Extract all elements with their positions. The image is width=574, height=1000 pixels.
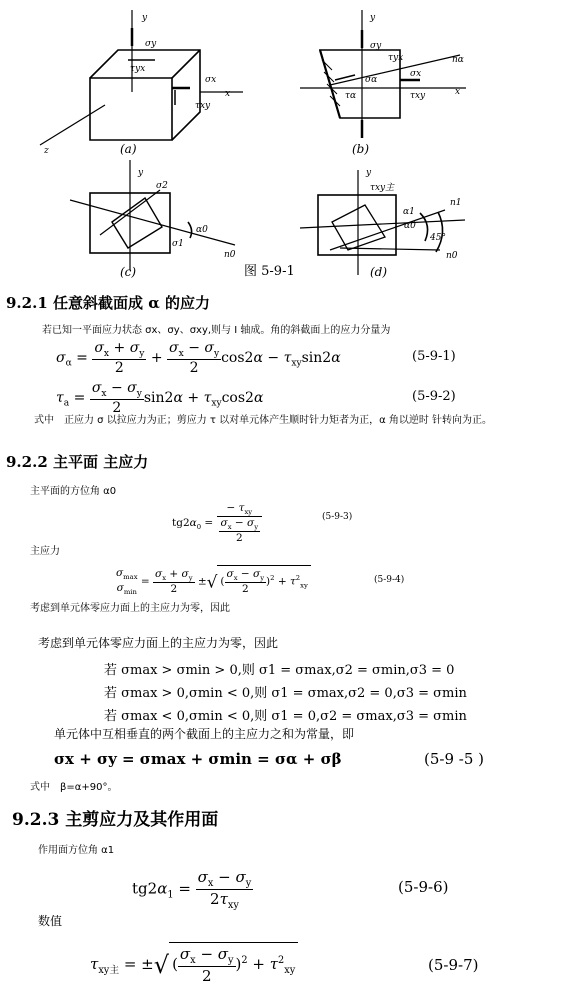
fig-c-sigma2: σ2 xyxy=(156,181,168,191)
figure-b-element xyxy=(300,10,466,138)
fig-b-tau-yx: τyx xyxy=(388,53,404,63)
fig-a-sigma-y: σy xyxy=(145,39,157,49)
fig-label-c: (c) xyxy=(120,265,137,279)
fig-a-x-label: x xyxy=(225,89,231,99)
sec2-note-small: 考虑到单元体零应力面上的主应力为零，因此 xyxy=(30,603,230,614)
fig-c-sigma1: σ1 xyxy=(172,239,184,249)
fig-a-z-label: z xyxy=(44,146,49,156)
fig-a-sigma-x: σx xyxy=(205,75,217,85)
fig-a-y-label: y xyxy=(142,13,148,23)
equation-5-9-1: $\sigma_\alpha$ = $\frac{\sigma_x + \sigma_y}{2}$ + $\frac{\sigma_x - \sigma_y}{2}$ $\cos 2\alpha - \tau_{xy}\sin 2\alpha$ xyxy=(56,340,341,376)
fig-b-sigma-alpha: σα xyxy=(365,75,378,85)
fig-d-alpha1: α1 xyxy=(403,207,415,217)
fig-b-sigma-x: σx xyxy=(410,69,422,79)
fig-label-d: (d) xyxy=(370,265,388,279)
sec1-sign-convention-note: 式中 正应力 σ 以拉应力为正；剪应力 τ 以对单元体产生顺时针力矩者为正，α 角以逆时 针转向为正。 xyxy=(34,415,493,426)
sec2-beta-note: 式中 β=α+90°。 xyxy=(30,782,118,793)
equation-5-9-3: $tg2\alpha_0$ = $\frac{- \tau_{xy}}{\frac{\sigma_x - \sigma_y}{2}}$ xyxy=(172,502,262,544)
fig-d-n1: n1 xyxy=(450,198,462,208)
fig-d-alpha0: α0 xyxy=(404,221,416,231)
figure-caption: 图 5-9-1 xyxy=(244,264,295,279)
equation-5-9-5: σx + σy = σmax + σmin = σα + σβ xyxy=(54,750,342,768)
fig-b-tau-xy: τxy xyxy=(410,91,426,101)
fig-c-n0: n0 xyxy=(224,250,236,260)
sec2-note-large: 考虑到单元体零应力面上的主应力为零，因此 xyxy=(38,636,279,650)
equation-5-9-6: $tg2\alpha_1$ = $\frac{\sigma_x - \sigma_y}{2\tau_{xy}}$ xyxy=(132,868,252,911)
eq-number-5-9-6: (5-9-6) xyxy=(398,878,449,896)
sec3-angle-label: 作用面方位角 α1 xyxy=(38,845,115,856)
fig-b-tau-alpha: τα xyxy=(345,91,357,101)
sec2-sum-text: 单元体中互相垂直的两个截面上的主应力之和为常量，即 xyxy=(54,727,355,741)
equation-5-9-7: $\tau_{xy主}$ = ±√ ( $\frac{\sigma_x - \sigma_y}{2}$ )$^2 + \tau^2_{xy}$ xyxy=(90,942,298,985)
fig-c-alpha0: α0 xyxy=(196,225,208,235)
section-heading-9-2-1: 9.2.1 任意斜截面成 α 的应力 xyxy=(6,294,210,312)
fig-d-tau-xy-main: τxy主 xyxy=(370,183,395,193)
fig-b-sigma-y: σy xyxy=(370,41,382,51)
fig-b-n-alpha: nα xyxy=(452,55,464,65)
sec1-intro: 若已知一平面应力状态 σx、σy、σxy,则与 I 轴成。角的斜截面上的应力分量为 xyxy=(42,325,391,336)
fig-b-y-label: y xyxy=(370,13,376,23)
sec2-angle-label: 主平面的方位角 α0 xyxy=(30,486,117,497)
eq-number-5-9-1: (5-9-1) xyxy=(412,349,456,364)
condition-line-1: 若 σmax > σmin > 0,则 σ1 = σmax,σ2 = σmin,σ3 = 0 xyxy=(104,663,455,678)
eq-number-5-9-3: (5-9-3) xyxy=(322,512,353,522)
equation-5-9-2: $\tau_a$ = $\frac{\sigma_x - \sigma_y}{2}$ $\sin 2\alpha + \tau_{xy}\cos 2\alpha$ xyxy=(56,380,264,416)
fig-d-y-label: y xyxy=(366,168,372,178)
fig-d-n0: n0 xyxy=(446,251,458,261)
condition-line-3: 若 σmax < 0,σmin < 0,则 σ1 = 0,σ2 = σmax,σ3 = σmin xyxy=(104,709,467,724)
section-heading-9-2-3: 9.2.3 主剪应力及其作用面 xyxy=(12,810,219,830)
fig-label-a: (a) xyxy=(120,142,137,156)
eq-number-5-9-4: (5-9-4) xyxy=(374,575,405,585)
condition-line-2: 若 σmax > 0,σmin < 0,则 σ1 = σmax,σ2 = 0,σ3 = σmin xyxy=(104,686,467,701)
section-heading-9-2-2: 9.2.2 主平面 主应力 xyxy=(6,453,149,471)
stress-figure xyxy=(0,0,574,280)
fig-a-tau-xy: τxy xyxy=(195,101,211,111)
sec2-stress-label: 主应力 xyxy=(30,546,60,557)
eq-number-5-9-5: (5-9 -5 ) xyxy=(424,750,485,768)
eq-number-5-9-2: (5-9-2) xyxy=(412,389,456,404)
eq-number-5-9-7: (5-9-7) xyxy=(428,956,479,974)
fig-c-y-label: y xyxy=(138,168,144,178)
fig-b-x-label: x xyxy=(455,87,461,97)
figure-c-element xyxy=(70,160,235,270)
equation-5-9-4: $\sigma_{max}$ $\sigma_{min}$ = $\frac{\sigma_x + \sigma_y}{2}$ ±√ ( $\frac{\sigma_x - \sigma_y}{2}$ )$^2 + \tau^2_{xy}$ xyxy=(116,565,311,596)
fig-label-b: (b) xyxy=(352,142,370,156)
fig-d-45deg: 45° xyxy=(430,233,446,243)
sec3-value-label: 数值 xyxy=(38,914,63,928)
fig-a-tau-yx: τyx xyxy=(130,64,146,74)
